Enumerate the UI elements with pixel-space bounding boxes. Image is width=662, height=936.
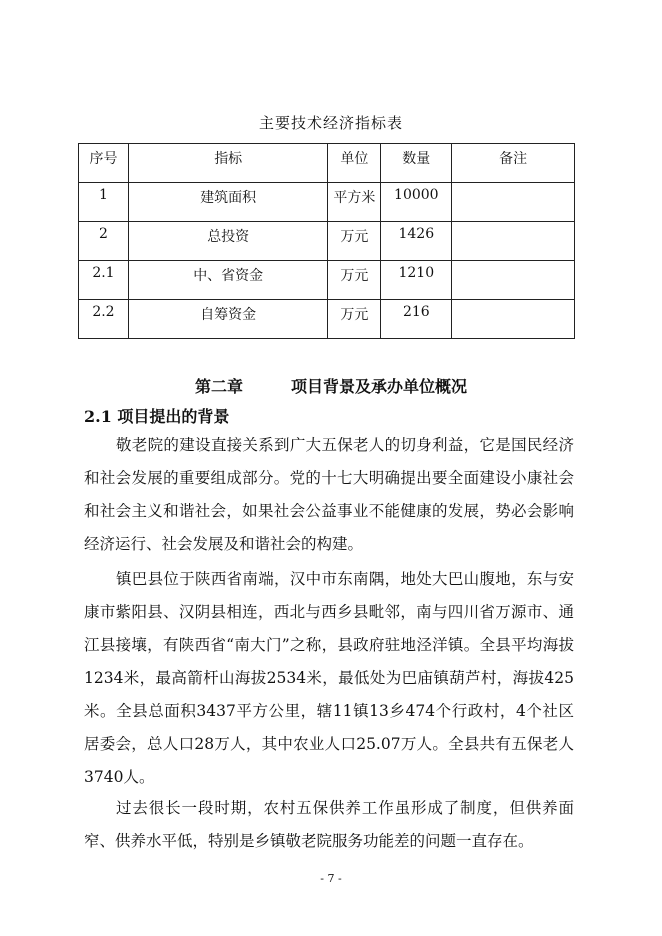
paragraph: 敬老院的建设直接关系到广大五保老人的切身利益，它是国民经济和社会发展的重要组成部分。党的十七大明确提出要全面建设小康社会和社会主义和谐社会，如果社会公益事业不能健康的发展，势必会影响经济运行、社会发展及和谐社会的构建。 bbox=[84, 436, 574, 553]
cell-note bbox=[452, 261, 575, 300]
table-title: 主要技术经济指标表 bbox=[258, 114, 403, 132]
chapter-heading bbox=[0, 374, 662, 397]
section-heading: 2.1 项目提出的背景 bbox=[84, 407, 230, 426]
table-row bbox=[79, 222, 575, 261]
cell-unit: 万元 bbox=[328, 300, 381, 339]
table-row bbox=[79, 261, 575, 300]
cell-no: 2 bbox=[79, 222, 129, 261]
header-cell-no: 序号 bbox=[79, 144, 129, 183]
chapter-title: 项目背景及承办单位概况 bbox=[291, 377, 468, 396]
cell-no: 2.2 bbox=[79, 300, 129, 339]
header-cell-unit: 单位 bbox=[328, 144, 381, 183]
cell-note bbox=[452, 222, 575, 261]
cell-quantity: 1426 bbox=[381, 222, 452, 261]
cell-no: 2.1 bbox=[79, 261, 129, 300]
table-row bbox=[79, 183, 575, 222]
cell-quantity: 1210 bbox=[381, 261, 452, 300]
cell-note bbox=[452, 183, 575, 222]
header-cell-note: 备注 bbox=[452, 144, 575, 183]
cell-indicator: 建筑面积 bbox=[128, 183, 328, 222]
cell-indicator: 中、省资金 bbox=[128, 261, 328, 300]
chapter-number: 第二章 bbox=[194, 377, 243, 396]
table-header-row bbox=[79, 144, 575, 183]
cell-indicator: 总投资 bbox=[128, 222, 328, 261]
cell-unit: 万元 bbox=[328, 261, 381, 300]
header-cell-quantity: 数量 bbox=[381, 144, 452, 183]
cell-quantity: 216 bbox=[381, 300, 452, 339]
indicators-table bbox=[78, 143, 575, 339]
paragraph: 镇巴县位于陕西省南端，汉中市东南隅，地处大巴山腹地，东与安康市紫阳县、汉阴县相连，西北与西乡县毗邻，南与四川省万源市、通江县接壤，有陕西省“南大门”之称，县政府驻地泾洋镇。全县平均海拔1234米，最高箭杆山海拔2534米，最低处为巴庙镇葫芦村，海拔425米。全县总面积3437平方公里，辖11镇13乡474个行政村，4个社区居委会，总人口28万人，其中农业人口25.07万人。全县共有五保老人3740人。 bbox=[84, 570, 574, 786]
cell-unit: 万元 bbox=[328, 222, 381, 261]
cell-indicator: 自筹资金 bbox=[128, 300, 328, 339]
cell-note bbox=[452, 300, 575, 339]
cell-quantity: 10000 bbox=[381, 183, 452, 222]
paragraph: 过去很长一段时期，农村五保供养工作虽形成了制度，但供养面窄、供养水平低，特别是乡镇敬老院服务功能差的问题一直存在。 bbox=[84, 799, 574, 850]
header-cell-indicator: 指标 bbox=[128, 144, 328, 183]
cell-no: 1 bbox=[79, 183, 129, 222]
cell-unit: 平方米 bbox=[328, 183, 381, 222]
page-number: - 7 - bbox=[320, 872, 342, 885]
table-row bbox=[79, 300, 575, 339]
